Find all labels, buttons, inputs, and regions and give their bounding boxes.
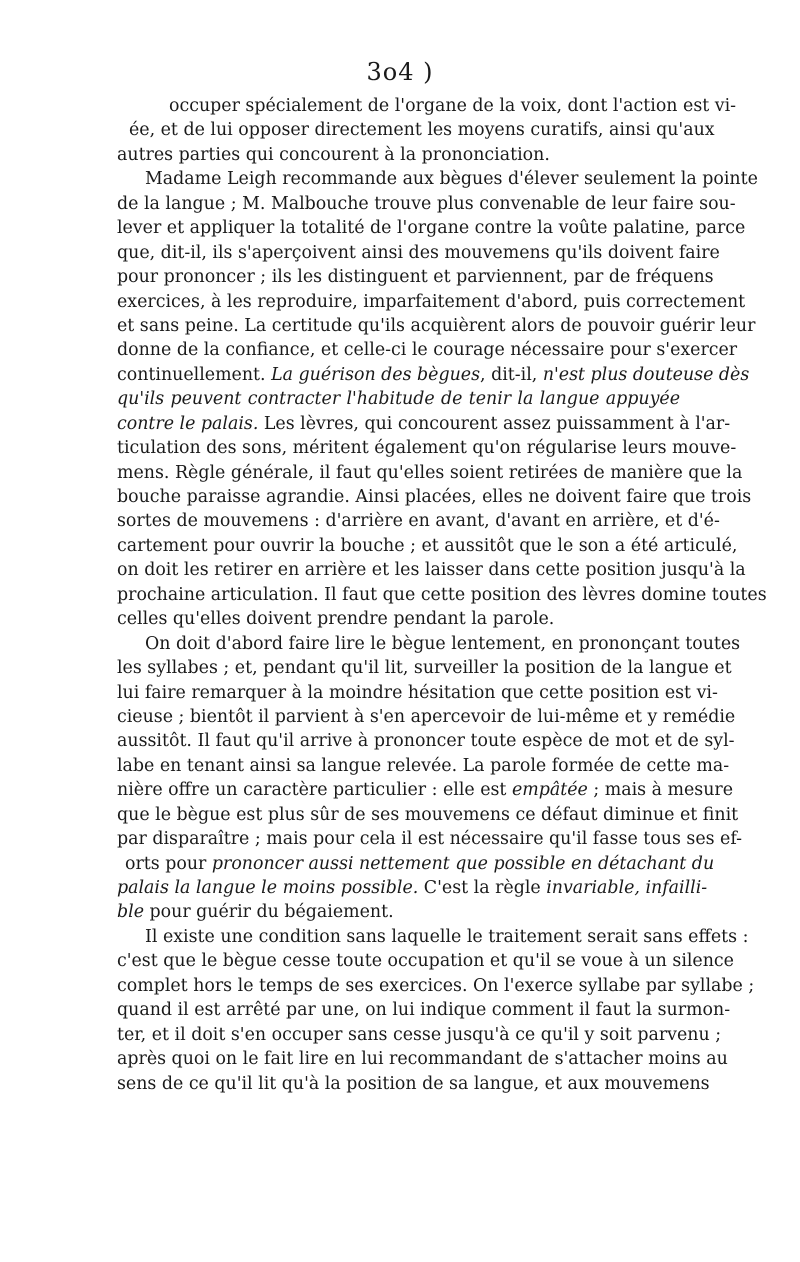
text-line: lui faire remarquer à la moindre hésitation que cette position est vi- [117,682,718,703]
text-line: celles qu'elles doivent prendre pendant la parole. [117,609,555,630]
text-line: après quoi on le fait lire en lui recommandant de s'attacher moins au [117,1049,728,1070]
italic-run: n'est plus douteuse dès [542,364,750,385]
italic-run: contre le palais. [117,413,259,434]
text-line: de la langue ; M. Malbouche trouve plus convenable de leur faire sou- [117,193,736,214]
text-line: prochaine articulation. Il faut que cette position des lèvres domine toutes [117,584,767,605]
italic-run: qu'ils peuvent contracter l'habitude de tenir la langue appuyée [117,389,680,410]
text-line: quand il est arrêté par une, on lui indique comment il faut la surmon- [117,1000,731,1021]
text-line: cartement pour ouvrir la bouche ; et aussitôt que le son a été articulé, [117,535,738,556]
italic-run: prononcer aussi nettement que possible en détachant du [211,853,715,874]
body-text [117,94,767,1096]
text-line: occuper spécialement de l'organe de la voix, dont l'action est vi- [169,96,737,116]
text-run: continuellement. [117,364,272,385]
text-line: mens. Règle générale, il faut qu'elles soient retirées de manière que la [117,462,743,483]
text-line: pour prononcer ; ils les distinguent et parviennent, par de fréquens [117,267,714,288]
text-line [117,387,680,411]
text-line: labe en tenant ainsi sa langue relevée. La parole formée de cette ma- [117,755,730,776]
text-run: pour guérir du bégaiement. [144,902,394,923]
text-line [117,778,733,802]
text-line: complet hors le temps de ses exercices. On l'exerce syllabe par syllabe ; [117,975,755,996]
page-number: 3o4 ) [366,58,434,86]
text-run: orts pour [125,853,212,874]
text-line: que, dit-il, ils s'aperçoivent ainsi des mouvemens qu'ils doivent faire [117,242,720,263]
text-line: donne de la confiance, et celle-ci le courage nécessaire pour s'exercer [117,340,738,361]
italic-run: ble [117,902,144,923]
text-line [117,900,680,924]
text-run: C'est la règle [418,878,547,898]
italic-run: La guérison des bègues [271,364,481,385]
text-line: ter, et il doit s'en occuper sans cesse jusqu'à ce qu'il y soit parvenu ; [117,1024,722,1045]
text-line: et sans peine. La certitude qu'ils acquièrent alors de pouvoir guérir leur [117,315,756,336]
text-line [117,412,731,436]
text-line: ée, et de lui opposer directement les moyens curatifs, ainsi qu'aux [129,120,715,141]
text-line: cieuse ; bientôt il parvient à s'en apercevoir de lui-même et y remédie [117,706,736,727]
text-line: lever et appliquer la totalité de l'organe contre la voûte palatine, parce [117,218,746,239]
italic-run: palais la langue le moins possible. [117,878,419,898]
text-line [117,363,750,387]
text-line: exercices, à les reproduire, imparfaitement d'abord, puis correctement [117,291,746,312]
text-line: Madame Leigh recommande aux bègues d'élever seulement la pointe [145,169,758,190]
text-line: Il existe une condition sans laquelle le traitement serait sans effets : [145,926,749,947]
text-line: on doit les retirer en arrière et les laisser dans cette position jusqu'à la [117,560,746,581]
text-run: ; mais à mesure [587,780,733,801]
text-run: Les lèvres, qui concourent assez puissamment à l'ar- [258,413,731,434]
text-line: ticulation des sons, méritent également qu'on régularise leurs mouve- [117,438,737,459]
text-line: sortes de mouvemens : d'arrière en avant, d'avant en arrière, et d'é- [117,511,720,532]
text-line [117,852,715,876]
text-line: bouche paraisse agrandie. Ainsi placées, elles ne doivent faire que trois [117,487,752,507]
text-line: On doit d'abord faire lire le bègue lentement, en prononçant toutes [145,633,741,654]
text-line: les syllabes ; et, pendant qu'il lit, surveiller la position de la langue et [117,658,732,679]
text-line: sens de ce qu'il lit qu'à la position de sa langue, et aux mouvemens [117,1073,710,1094]
text-line: par disparaître ; mais pour cela il est nécessaire qu'il fasse tous ses ef- [117,829,743,850]
text-line: c'est que le bègue cesse toute occupation et qu'il se voue à un silence [117,951,734,972]
text-run: nière offre un caractère particulier : elle est [117,780,512,801]
text-line: aussitôt. Il faut qu'il arrive à prononcer toute espèce de mot et de syl- [117,731,735,752]
italic-run: invariable, infailli- [546,878,708,898]
italic-run: empâtée [511,780,588,801]
text-run: , dit-il, [480,364,543,385]
text-line: autres parties qui concourent à la prononciation. [117,144,550,165]
text-line [117,876,708,900]
text-line: que le bègue est plus sûr de ses mouvemens ce défaut diminue et finit [117,804,739,825]
